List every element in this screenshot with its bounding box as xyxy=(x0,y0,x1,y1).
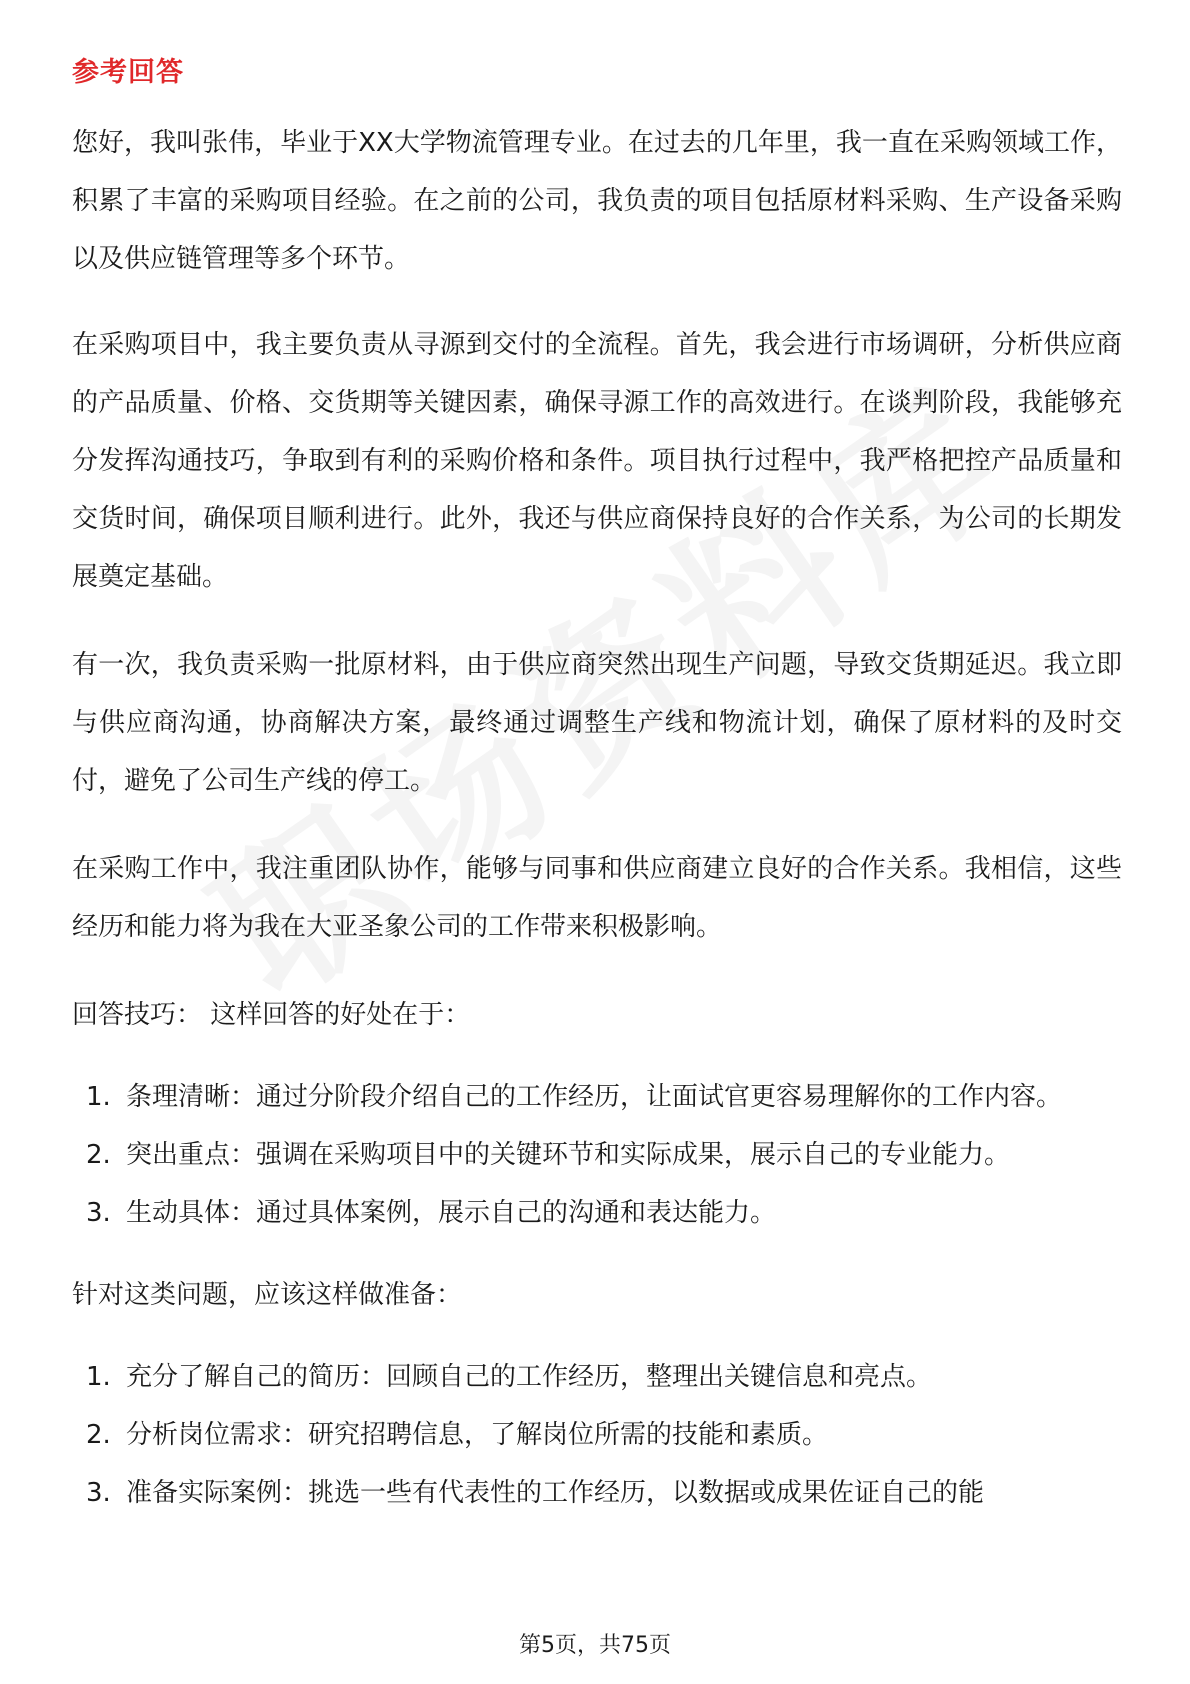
list-number: 2. xyxy=(86,1140,111,1170)
list-text: 充分了解自己的简历：回顾自己的工作经历，整理出关键信息和亮点。 xyxy=(126,1362,933,1392)
list-text: 突出重点：强调在采购项目中的关键环节和实际成果，展示自己的专业能力。 xyxy=(126,1140,1011,1170)
paragraph-closing: 在采购工作中，我注重团队协作，能够与同事和供应商建立良好的合作关系。我相信，这些经历和能力将为我在大亚圣象公司的工作带来积极影响。 xyxy=(72,854,1122,942)
prep-label: 针对这类问题，应该这样做准备： xyxy=(72,1280,463,1310)
list-item xyxy=(72,1126,1122,1184)
list-item xyxy=(72,1406,1122,1464)
tips-label: 回答技巧： 这样回答的好处在于： xyxy=(72,1000,471,1030)
section-heading: 参考回答 xyxy=(72,57,184,88)
list-text: 生动具体：通过具体案例，展示自己的沟通和表达能力。 xyxy=(126,1198,777,1228)
tips-list xyxy=(72,1068,1122,1242)
list-text: 准备实际案例：挑选一些有代表性的工作经历，以数据或成果佐证自己的能 xyxy=(126,1478,985,1508)
list-item xyxy=(72,1184,1122,1242)
list-number: 3. xyxy=(86,1198,111,1228)
paragraph-intro: 您好，我叫张伟，毕业于XX大学物流管理专业。在过去的几年里，我一直在采购领域工作，积累了丰富的采购项目经验。在之前的公司，我负责的项目包括原材料采购、生产设备采购以及供应链管理等多个环节。 xyxy=(72,128,1122,274)
list-number: 2. xyxy=(86,1420,111,1450)
list-number: 1. xyxy=(86,1362,111,1392)
list-number: 3. xyxy=(86,1478,111,1508)
list-item xyxy=(72,1464,1122,1522)
paragraph-case: 有一次，我负责采购一批原材料，由于供应商突然出现生产问题，导致交货期延迟。我立即与供应商沟通，协商解决方案，最终通过调整生产线和物流计划，确保了原材料的及时交付，避免了公司生产线的停工。 xyxy=(72,650,1122,796)
paragraph-process: 在采购项目中，我主要负责从寻源到交付的全流程。首先，我会进行市场调研，分析供应商的产品质量、价格、交货期等关键因素，确保寻源工作的高效进行。在谈判阶段，我能够充分发挥沟通技巧，争取到有利的采购价格和条件。项目执行过程中，我严格把控产品质量和交货时间，确保项目顺利进行。此外，我还与供应商保持良好的合作关系，为公司的长期发展奠定基础。 xyxy=(72,330,1122,592)
list-text: 分析岗位需求：研究招聘信息，了解岗位所需的技能和素质。 xyxy=(126,1420,829,1450)
list-number: 1. xyxy=(86,1082,111,1112)
list-item xyxy=(72,1068,1122,1126)
list-item xyxy=(72,1348,1122,1406)
page-number: 第5页，共75页 xyxy=(519,1633,671,1658)
answer-content xyxy=(72,114,1122,1546)
prep-list xyxy=(72,1348,1122,1522)
list-text: 条理清晰：通过分阶段介绍自己的工作经历，让面试官更容易理解你的工作内容。 xyxy=(126,1082,1063,1112)
